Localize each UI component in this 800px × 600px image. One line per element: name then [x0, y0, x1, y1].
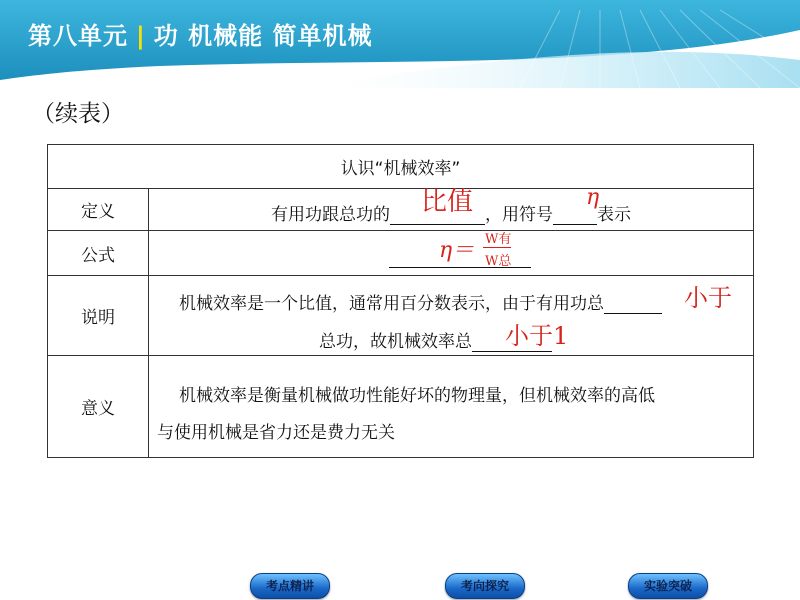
meaning-line2: 与使用机械是省力还是费力无关	[157, 423, 395, 443]
answer-less-than: 小于	[684, 284, 732, 312]
meaning-line1: 机械效率是衡量机械做功性能好坏的物理量，但机械效率的高低	[179, 386, 655, 406]
nav-button-key-points[interactable]: 考点精讲	[250, 573, 330, 599]
formula-denominator: W总	[485, 254, 512, 269]
explanation-line1: 机械效率是一个比值，通常用百分数表示，由于有用功总	[179, 294, 604, 314]
explanation-cell	[149, 276, 754, 356]
table-heading: 认识“机械效率”	[48, 145, 754, 189]
row-label-formula: 公式	[48, 231, 149, 276]
fraction-bar	[483, 247, 511, 248]
definition-text-before: 有用功跟总功的	[271, 205, 390, 225]
formula-eta-equals: η＝	[439, 238, 475, 263]
banner-title	[28, 16, 372, 51]
definition-cell	[149, 185, 754, 231]
header-banner	[0, 0, 800, 88]
answer-symbol: η	[586, 185, 600, 210]
row-label-meaning: 意义	[48, 356, 149, 458]
meaning-cell	[149, 356, 754, 458]
answer-less-than-one: 小于1	[505, 322, 569, 350]
efficiency-table	[47, 144, 754, 458]
definition-text-after: 表示	[597, 205, 631, 225]
formula-numerator: W有	[485, 232, 512, 247]
nav-button-experiment[interactable]: 实验突破	[628, 573, 708, 599]
title-separator: |	[136, 22, 146, 50]
formula-cell	[149, 231, 754, 276]
topic-label: 功 机械能 简单机械	[153, 22, 373, 50]
definition-text-mid: ，用符号	[485, 205, 553, 225]
unit-label: 第八单元	[28, 22, 128, 50]
row-label-definition: 定义	[48, 189, 149, 231]
explanation-line2: 总功，故机械效率总	[319, 332, 472, 352]
answer-ratio: 比值	[421, 187, 474, 217]
nav-button-exploration[interactable]: 考向探究	[445, 573, 525, 599]
row-label-explanation: 说明	[48, 276, 149, 356]
blank-less-than	[604, 295, 662, 314]
continued-label: （续表）	[32, 101, 124, 127]
